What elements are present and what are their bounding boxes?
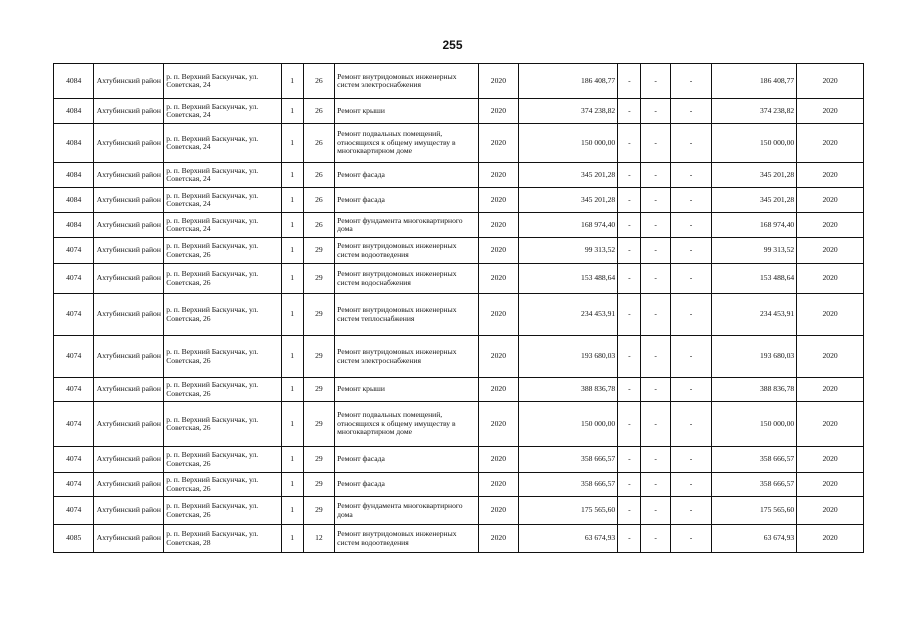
dash-cell: - (641, 525, 670, 553)
floors-cell: 29 (303, 497, 334, 525)
completion-year-cell: 2020 (797, 213, 864, 238)
completion-year-cell: 2020 (797, 402, 864, 447)
table-row (54, 213, 864, 238)
year-cell: 2020 (478, 99, 518, 124)
completion-year-cell: 2020 (797, 525, 864, 553)
dash-cell: - (641, 213, 670, 238)
cost-cell: 150 000,00 (519, 402, 618, 447)
total-cost-cell: 345 201,28 (712, 163, 797, 188)
dash-cell: - (641, 99, 670, 124)
address-cell: р. п. Верхний Баскунчак, ул. Советская, 24 (164, 163, 281, 188)
dash-cell: - (641, 264, 670, 294)
floors-cell: 29 (303, 402, 334, 447)
address-cell: р. п. Верхний Баскунчак, ул. Советская, 24 (164, 124, 281, 163)
dash-cell: - (641, 497, 670, 525)
dash-cell: - (670, 188, 711, 213)
year-cell: 2020 (478, 64, 518, 99)
completion-year-cell: 2020 (797, 99, 864, 124)
completion-year-cell: 2020 (797, 473, 864, 497)
address-cell: р. п. Верхний Баскунчак, ул. Советская, 26 (164, 264, 281, 294)
district-cell: Ахтубинский район (94, 99, 164, 124)
year-cell: 2020 (478, 525, 518, 553)
year-cell: 2020 (478, 264, 518, 294)
year-cell: 2020 (478, 447, 518, 473)
table-row (54, 188, 864, 213)
completion-year-cell: 2020 (797, 124, 864, 163)
entrances-cell: 1 (281, 264, 303, 294)
cost-cell: 345 201,28 (519, 188, 618, 213)
entrances-cell: 1 (281, 238, 303, 264)
address-cell: р. п. Верхний Баскунчак, ул. Советская, 26 (164, 294, 281, 336)
row-id: 4074 (54, 447, 94, 473)
dash-cell: - (618, 163, 641, 188)
dash-cell: - (670, 378, 711, 402)
table-row (54, 99, 864, 124)
work-type-cell: Ремонт крыши (335, 378, 479, 402)
table-row (54, 525, 864, 553)
work-type-cell: Ремонт фасада (335, 473, 479, 497)
completion-year-cell: 2020 (797, 64, 864, 99)
work-type-cell: Ремонт фасада (335, 163, 479, 188)
entrances-cell: 1 (281, 336, 303, 378)
work-type-cell: Ремонт подвальных помещений, относящихся к общему имуществу в многоквартирном доме (335, 402, 479, 447)
row-id: 4084 (54, 99, 94, 124)
floors-cell: 29 (303, 238, 334, 264)
dash-cell: - (670, 238, 711, 264)
address-cell: р. п. Верхний Баскунчак, ул. Советская, 24 (164, 99, 281, 124)
entrances-cell: 1 (281, 402, 303, 447)
total-cost-cell: 358 666,57 (712, 447, 797, 473)
dash-cell: - (670, 402, 711, 447)
row-id: 4074 (54, 264, 94, 294)
dash-cell: - (618, 124, 641, 163)
dash-cell: - (670, 473, 711, 497)
dash-cell: - (670, 447, 711, 473)
address-cell: р. п. Верхний Баскунчак, ул. Советская, 28 (164, 525, 281, 553)
cost-cell: 63 674,93 (519, 525, 618, 553)
work-type-cell: Ремонт фундамента многоквартирного дома (335, 497, 479, 525)
work-type-cell: Ремонт фасада (335, 447, 479, 473)
work-type-cell: Ремонт фундамента многоквартирного дома (335, 213, 479, 238)
completion-year-cell: 2020 (797, 188, 864, 213)
dash-cell: - (670, 99, 711, 124)
floors-cell: 29 (303, 473, 334, 497)
dash-cell: - (618, 447, 641, 473)
total-cost-cell: 345 201,28 (712, 188, 797, 213)
year-cell: 2020 (478, 497, 518, 525)
district-cell: Ахтубинский район (94, 497, 164, 525)
dash-cell: - (670, 264, 711, 294)
total-cost-cell: 168 974,40 (712, 213, 797, 238)
table-row (54, 497, 864, 525)
entrances-cell: 1 (281, 163, 303, 188)
floors-cell: 29 (303, 447, 334, 473)
dash-cell: - (641, 402, 670, 447)
dash-cell: - (618, 378, 641, 402)
cost-cell: 374 238,82 (519, 99, 618, 124)
total-cost-cell: 186 408,77 (712, 64, 797, 99)
completion-year-cell: 2020 (797, 264, 864, 294)
row-id: 4085 (54, 525, 94, 553)
dash-cell: - (670, 163, 711, 188)
address-cell: р. п. Верхний Баскунчак, ул. Советская, 24 (164, 213, 281, 238)
table-row (54, 64, 864, 99)
dash-cell: - (618, 525, 641, 553)
dash-cell: - (641, 64, 670, 99)
table-row (54, 447, 864, 473)
table-row (54, 473, 864, 497)
work-type-cell: Ремонт внутридомовых инженерных систем электроснабжения (335, 336, 479, 378)
dash-cell: - (618, 188, 641, 213)
cost-cell: 153 488,64 (519, 264, 618, 294)
table-row (54, 163, 864, 188)
completion-year-cell: 2020 (797, 238, 864, 264)
cost-cell: 150 000,00 (519, 124, 618, 163)
table-body (54, 64, 864, 553)
entrances-cell: 1 (281, 525, 303, 553)
repair-registry-table (53, 63, 864, 553)
floors-cell: 26 (303, 64, 334, 99)
total-cost-cell: 150 000,00 (712, 402, 797, 447)
table-row (54, 378, 864, 402)
entrances-cell: 1 (281, 447, 303, 473)
dash-cell: - (641, 163, 670, 188)
dash-cell: - (641, 238, 670, 264)
total-cost-cell: 99 313,52 (712, 238, 797, 264)
row-id: 4074 (54, 336, 94, 378)
work-type-cell: Ремонт внутридомовых инженерных систем водоотведения (335, 238, 479, 264)
address-cell: р. п. Верхний Баскунчак, ул. Советская, 26 (164, 447, 281, 473)
cost-cell: 388 836,78 (519, 378, 618, 402)
district-cell: Ахтубинский район (94, 294, 164, 336)
district-cell: Ахтубинский район (94, 473, 164, 497)
year-cell: 2020 (478, 124, 518, 163)
row-id: 4074 (54, 238, 94, 264)
completion-year-cell: 2020 (797, 497, 864, 525)
dash-cell: - (618, 402, 641, 447)
work-type-cell: Ремонт внутридомовых инженерных систем электроснабжения (335, 64, 479, 99)
entrances-cell: 1 (281, 124, 303, 163)
district-cell: Ахтубинский район (94, 402, 164, 447)
work-type-cell: Ремонт внутридомовых инженерных систем водоотведения (335, 525, 479, 553)
year-cell: 2020 (478, 163, 518, 188)
cost-cell: 234 453,91 (519, 294, 618, 336)
address-cell: р. п. Верхний Баскунчак, ул. Советская, 26 (164, 473, 281, 497)
floors-cell: 29 (303, 294, 334, 336)
row-id: 4074 (54, 473, 94, 497)
entrances-cell: 1 (281, 378, 303, 402)
district-cell: Ахтубинский район (94, 525, 164, 553)
dash-cell: - (641, 447, 670, 473)
cost-cell: 358 666,57 (519, 473, 618, 497)
cost-cell: 168 974,40 (519, 213, 618, 238)
total-cost-cell: 63 674,93 (712, 525, 797, 553)
table-row (54, 238, 864, 264)
district-cell: Ахтубинский район (94, 213, 164, 238)
row-id: 4084 (54, 188, 94, 213)
year-cell: 2020 (478, 402, 518, 447)
completion-year-cell: 2020 (797, 294, 864, 336)
year-cell: 2020 (478, 378, 518, 402)
year-cell: 2020 (478, 238, 518, 264)
cost-cell: 193 680,03 (519, 336, 618, 378)
total-cost-cell: 388 836,78 (712, 378, 797, 402)
dash-cell: - (670, 497, 711, 525)
district-cell: Ахтубинский район (94, 238, 164, 264)
table-row (54, 264, 864, 294)
floors-cell: 26 (303, 213, 334, 238)
dash-cell: - (670, 213, 711, 238)
address-cell: р. п. Верхний Баскунчак, ул. Советская, 26 (164, 378, 281, 402)
district-cell: Ахтубинский район (94, 264, 164, 294)
dash-cell: - (670, 64, 711, 99)
work-type-cell: Ремонт подвальных помещений, относящихся к общему имуществу в многоквартирном доме (335, 124, 479, 163)
row-id: 4084 (54, 64, 94, 99)
cost-cell: 186 408,77 (519, 64, 618, 99)
district-cell: Ахтубинский район (94, 124, 164, 163)
address-cell: р. п. Верхний Баскунчак, ул. Советская, 26 (164, 336, 281, 378)
work-type-cell: Ремонт фасада (335, 188, 479, 213)
total-cost-cell: 193 680,03 (712, 336, 797, 378)
row-id: 4074 (54, 294, 94, 336)
total-cost-cell: 358 666,57 (712, 473, 797, 497)
dash-cell: - (618, 99, 641, 124)
cost-cell: 175 565,60 (519, 497, 618, 525)
completion-year-cell: 2020 (797, 336, 864, 378)
row-id: 4084 (54, 163, 94, 188)
completion-year-cell: 2020 (797, 378, 864, 402)
district-cell: Ахтубинский район (94, 336, 164, 378)
district-cell: Ахтубинский район (94, 188, 164, 213)
dash-cell: - (641, 378, 670, 402)
dash-cell: - (641, 188, 670, 213)
work-type-cell: Ремонт внутридомовых инженерных систем водоснабжения (335, 264, 479, 294)
address-cell: р. п. Верхний Баскунчак, ул. Советская, 26 (164, 402, 281, 447)
total-cost-cell: 150 000,00 (712, 124, 797, 163)
floors-cell: 26 (303, 124, 334, 163)
cost-cell: 358 666,57 (519, 447, 618, 473)
dash-cell: - (670, 525, 711, 553)
work-type-cell: Ремонт крыши (335, 99, 479, 124)
dash-cell: - (641, 336, 670, 378)
year-cell: 2020 (478, 188, 518, 213)
year-cell: 2020 (478, 213, 518, 238)
floors-cell: 12 (303, 525, 334, 553)
district-cell: Ахтубинский район (94, 378, 164, 402)
floors-cell: 26 (303, 163, 334, 188)
work-type-cell: Ремонт внутридомовых инженерных систем теплоснабжения (335, 294, 479, 336)
dash-cell: - (641, 473, 670, 497)
dash-cell: - (670, 124, 711, 163)
district-cell: Ахтубинский район (94, 64, 164, 99)
table-row (54, 294, 864, 336)
entrances-cell: 1 (281, 473, 303, 497)
dash-cell: - (618, 473, 641, 497)
page-number: 255 (442, 38, 463, 52)
year-cell: 2020 (478, 294, 518, 336)
total-cost-cell: 153 488,64 (712, 264, 797, 294)
address-cell: р. п. Верхний Баскунчак, ул. Советская, 26 (164, 497, 281, 525)
total-cost-cell: 234 453,91 (712, 294, 797, 336)
dash-cell: - (618, 64, 641, 99)
entrances-cell: 1 (281, 64, 303, 99)
row-id: 4074 (54, 497, 94, 525)
address-cell: р. п. Верхний Баскунчак, ул. Советская, 24 (164, 188, 281, 213)
dash-cell: - (618, 213, 641, 238)
total-cost-cell: 374 238,82 (712, 99, 797, 124)
district-cell: Ахтубинский район (94, 163, 164, 188)
table-row (54, 402, 864, 447)
cost-cell: 99 313,52 (519, 238, 618, 264)
dash-cell: - (641, 124, 670, 163)
floors-cell: 26 (303, 99, 334, 124)
dash-cell: - (618, 294, 641, 336)
floors-cell: 29 (303, 336, 334, 378)
district-cell: Ахтубинский район (94, 447, 164, 473)
entrances-cell: 1 (281, 497, 303, 525)
entrances-cell: 1 (281, 99, 303, 124)
dash-cell: - (618, 238, 641, 264)
floors-cell: 29 (303, 378, 334, 402)
row-id: 4084 (54, 213, 94, 238)
address-cell: р. п. Верхний Баскунчак, ул. Советская, 26 (164, 238, 281, 264)
table-row (54, 336, 864, 378)
floors-cell: 26 (303, 188, 334, 213)
dash-cell: - (670, 294, 711, 336)
row-id: 4074 (54, 378, 94, 402)
total-cost-cell: 175 565,60 (712, 497, 797, 525)
dash-cell: - (618, 497, 641, 525)
completion-year-cell: 2020 (797, 447, 864, 473)
year-cell: 2020 (478, 336, 518, 378)
entrances-cell: 1 (281, 213, 303, 238)
table-row (54, 124, 864, 163)
completion-year-cell: 2020 (797, 163, 864, 188)
dash-cell: - (618, 336, 641, 378)
floors-cell: 29 (303, 264, 334, 294)
row-id: 4074 (54, 402, 94, 447)
dash-cell: - (641, 294, 670, 336)
address-cell: р. п. Верхний Баскунчак, ул. Советская, 24 (164, 64, 281, 99)
dash-cell: - (670, 336, 711, 378)
entrances-cell: 1 (281, 294, 303, 336)
entrances-cell: 1 (281, 188, 303, 213)
dash-cell: - (618, 264, 641, 294)
year-cell: 2020 (478, 473, 518, 497)
row-id: 4084 (54, 124, 94, 163)
cost-cell: 345 201,28 (519, 163, 618, 188)
